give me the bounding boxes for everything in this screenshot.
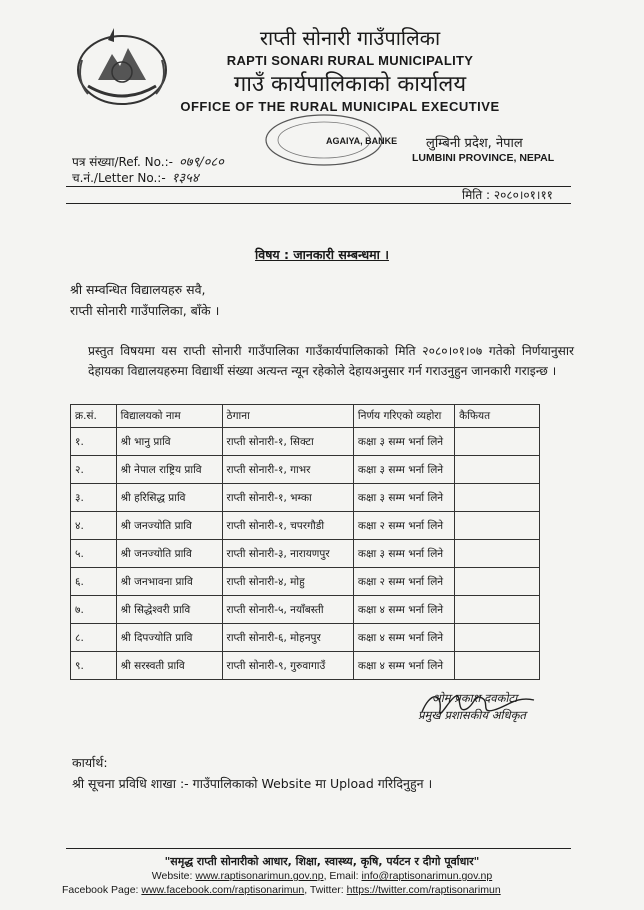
cell-school-name: श्री सरस्वती प्रावि: [116, 652, 222, 680]
cell-sn: ९.: [71, 652, 117, 680]
footer-contact: [0, 870, 644, 882]
ref-label: पत्र संख्या/Ref. No.:-: [72, 155, 173, 169]
table-row: [71, 540, 540, 568]
website-link[interactable]: www.raptisonarimun.gov.np: [195, 870, 324, 882]
table-row: [71, 484, 540, 512]
addressee-line-2: राप्ती सोनारी गाउँपालिका, बाँके ।: [70, 303, 220, 318]
twitter-label: , Twitter:: [304, 884, 344, 896]
col-decision: निर्णय गरिएको व्यहोरा: [353, 405, 454, 428]
letter-label: च.नं./Letter No.:-: [72, 171, 166, 185]
footer-social: [62, 884, 501, 896]
table-row: [71, 512, 540, 540]
cell-remarks: [455, 540, 540, 568]
cell-decision: कक्षा २ सम्म भर्ना लिने: [353, 568, 454, 596]
cell-address: राप्ती सोनारी-९, गुरुवागाउँ: [222, 652, 353, 680]
letter-number: [72, 168, 199, 186]
cell-sn: ३.: [71, 484, 117, 512]
facebook-link[interactable]: www.facebook.com/raptisonarimun: [141, 884, 305, 896]
cell-school-name: श्री भानु प्रावि: [116, 428, 222, 456]
province-nepali: लुम्बिनी प्रदेश, नेपाल: [426, 136, 523, 151]
cell-decision: कक्षा ३ सम्म भर्ना लिने: [353, 540, 454, 568]
col-school-name: विद्यालयको नाम: [116, 405, 222, 428]
cell-address: राप्ती सोनारी-६, मोहनपुर: [222, 624, 353, 652]
col-address: ठेगाना: [222, 405, 353, 428]
cell-remarks: [455, 652, 540, 680]
cell-decision: कक्षा ३ सम्म भर्ना लिने: [353, 484, 454, 512]
cell-school-name: श्री सिद्धेश्वरी प्रावि: [116, 596, 222, 624]
cell-remarks: [455, 456, 540, 484]
cc-line: श्री सूचना प्रविधि शाखा :- गाउँपालिकाको Website मा Upload गरिदिनुहुन ।: [72, 776, 433, 791]
body-paragraph: प्रस्तुत विषयमा यस राप्ती सोनारी गाउँपालिका गाउँकार्यपालिकाको मिति २०८०।०१।०७ गतेको निर्णयानुसार देहायका विद्यालयहरुमा विद्यार्थी संख्या अत्यन्त न्यून रहेकोले देहायअनुसार गर्न गराउनुहुन जानकारी गराइन्छ ।: [88, 344, 574, 378]
email-label: , Email:: [323, 870, 359, 882]
municipality-name-nepali: राप्ती सोनारी गाउँपालिका: [259, 26, 441, 50]
table-header-row: [71, 405, 540, 428]
cell-address: राप्ती सोनारी-१, चपरगौडी: [222, 512, 353, 540]
cell-remarks: [455, 596, 540, 624]
municipality-name-english: RAPTI SONARI RURAL MUNICIPALITY: [226, 53, 474, 68]
col-remarks: कैफियत: [455, 405, 540, 428]
ref-value: ०७९/०८०: [178, 155, 224, 170]
cell-decision: कक्षा ३ सम्म भर्ना लिने: [353, 456, 454, 484]
school-table: [70, 404, 540, 680]
cell-school-name: श्री नेपाल राष्ट्रिय प्रावि: [116, 456, 222, 484]
province-english: LUMBINI PROVINCE, NEPAL: [412, 152, 555, 164]
cell-decision: कक्षा ४ सम्म भर्ना लिने: [353, 596, 454, 624]
col-sn: क्र.सं.: [71, 405, 117, 428]
twitter-link[interactable]: https://twitter.com/raptisonarimun: [346, 884, 501, 896]
table-row: [71, 624, 540, 652]
office-name-nepali: गाउँ कार्यपालिकाको कार्यालय: [233, 72, 467, 97]
letter-value: १३५४: [171, 171, 199, 186]
footer-divider: [66, 848, 571, 849]
cell-address: राप्ती सोनारी-१, भम्का: [222, 484, 353, 512]
cell-school-name: श्री जनज्योति प्रावि: [116, 540, 222, 568]
cell-school-name: श्री जनभावना प्रावि: [116, 568, 222, 596]
cc-label: कार्यार्थ:: [72, 755, 108, 770]
letter-date: मिति : २०८०।०१।११: [462, 188, 553, 202]
signatory-name: ओम प्रकाश दवकोटा: [432, 691, 518, 705]
cell-decision: कक्षा ३ सम्म भर्ना लिने: [353, 428, 454, 456]
cell-school-name: श्री हरिसिद्ध प्रावि: [116, 484, 222, 512]
cell-remarks: [455, 568, 540, 596]
email-link[interactable]: info@raptisonarimun.gov.np: [361, 870, 493, 882]
table-row: [71, 652, 540, 680]
cell-sn: १.: [71, 428, 117, 456]
cell-school-name: श्री दिपज्योति प्रावि: [116, 624, 222, 652]
signatory-designation: प्रमुख प्रशासकीय अधिकृत: [418, 708, 526, 722]
cell-address: राप्ती सोनारी-४, मोहु: [222, 568, 353, 596]
stamp-address: AGAIYA, BANKE: [326, 136, 398, 146]
cell-decision: कक्षा २ सम्म भर्ना लिने: [353, 512, 454, 540]
cell-sn: ६.: [71, 568, 117, 596]
table-row: [71, 596, 540, 624]
cell-sn: ७.: [71, 596, 117, 624]
table-row: [71, 428, 540, 456]
addressee-line-1: श्री सम्वन्धित विद्यालयहरु सवै,: [70, 282, 206, 297]
cell-address: राप्ती सोनारी-१, सिक्टा: [222, 428, 353, 456]
cell-school-name: श्री जनज्योति प्रावि: [116, 512, 222, 540]
table-row: [71, 456, 540, 484]
cell-remarks: [455, 428, 540, 456]
cell-decision: कक्षा ४ सम्म भर्ना लिने: [353, 652, 454, 680]
cell-address: राप्ती सोनारी-३, नारायणपुर: [222, 540, 353, 568]
cell-address: राप्ती सोनारी-५, नयाँबस्ती: [222, 596, 353, 624]
footer-motto: "समृद्ध राप्ती सोनारीको आधार, शिक्षा, स्वास्थ्य, कृषि, पर्यटन र दीगो पूर्वाधार": [164, 855, 480, 868]
cell-address: राप्ती सोनारी-१, गाभर: [222, 456, 353, 484]
cell-sn: ४.: [71, 512, 117, 540]
cell-remarks: [455, 512, 540, 540]
facebook-label: Facebook Page:: [62, 884, 139, 896]
table-row: [71, 568, 540, 596]
subject-text: विषय : जानकारी सम्बन्धमा ।: [255, 247, 389, 262]
subject-line: [0, 246, 644, 263]
cell-remarks: [455, 484, 540, 512]
cell-sn: ८.: [71, 624, 117, 652]
cell-remarks: [455, 624, 540, 652]
office-name-english: OFFICE OF THE RURAL MUNICIPAL EXECUTIVE: [180, 99, 500, 114]
website-label: Website:: [151, 870, 193, 882]
cell-decision: कक्षा ४ सम्म भर्ना लिने: [353, 624, 454, 652]
date-divider: [66, 203, 571, 204]
cell-sn: २.: [71, 456, 117, 484]
cell-sn: ५.: [71, 540, 117, 568]
